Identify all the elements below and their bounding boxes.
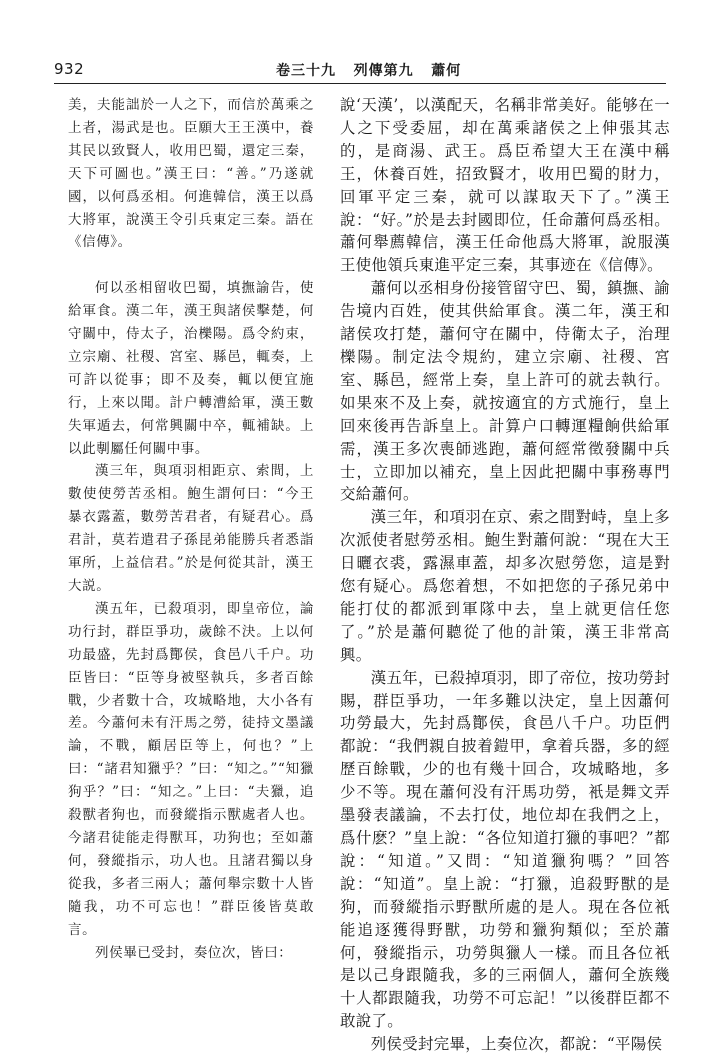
classical-paragraph: 列侯畢已受封，奏位次，皆曰：	[95, 944, 293, 961]
classical-paragraph: 美，夫能詘於一人之下，而信於萬乘之上者，湯武是也。臣願大王王漢中，養其民以致賢人，收用巴蜀，還定三秦，天下可圖也。”漢王曰：“善。”乃遂就國，以何爲丞相。何進韓信，漢王以爲大將軍，說漢王令引兵東定三秦。語在《信傳》。	[68, 97, 314, 251]
translation-paragraph: 漢三年，和項羽在京、索之間對峙，皇上多次派使者慰勞丞相。鮑生對蕭何說：“現在大王日曬衣裘，露濕車蓋，却多次慰勞您，這是對您有疑心。爲您着想，不如把您的子孫兄弟中能打仗的都派到軍隊中去，皇上就更信任您了。”於是蕭何聽從了他的計策，漢王非常高興。	[340, 508, 670, 664]
translation-paragraph: 說‘天漢’，以漢配天，名稱非常美好。能够在一人之下受委屈，却在萬乘諸侯之上伸張其志的，是商湯、武王。爲臣希望大王在漢中稱王，休養百姓，招致賢才，收用巴蜀的財力，回軍平定三秦，就可以謀取天下了。”漢王說：“好。”於是去封國即位，任命蕭何爲丞相。蕭何舉薦韓信，漢王任命他爲大將軍，說服漢王使他領兵東進平定三秦，其事迹在《信傳》。	[340, 96, 670, 275]
classical-paragraph: 漢五年，已殺項羽，即皇帝位，論功行封，群臣爭功，歲餘不決。上以何功最盛，先封爲酇侯，食邑八千户。功臣皆曰：“臣等身被堅執兵，多者百餘戰，少者數十合，攻城略地，大小各有差。今蕭何未有汗馬之勞，徒持文墨議論，不戰，顧居臣等上，何也？”上曰：“諸君知獵乎？”曰：“知之。”“知獵狗乎？”曰：“知之。”上曰：“夫獵，追殺獸者狗也，而發縱指示獸處者人也。今諸君徒能走得獸耳，功狗也；至如蕭何，發縱指示，功人也。且諸君獨以身從我，多者三兩人；蕭何舉宗數十人皆隨我，功不可忘也！”群臣後皆莫敢言。	[68, 600, 314, 938]
header-rule	[54, 83, 666, 84]
translation-paragraph: 漢五年，已殺掉項羽，即了帝位，按功勞封賜，群臣爭功，一年多難以決定，皇上因蕭何功勞最大，先封爲酇侯，食邑八千户。功臣們都說：“我們親自披着鎧甲，拿着兵器，多的經歷百餘戰，少的也有幾十回合，攻城略地，多少不等。現在蕭何没有汗馬功勞，衹是舞文弄墨發表議論，不去打仗，地位却在我們之上，爲什麽？”皇上說：“各位知道打獵的事吧？”都說：“知道。”又問：“知道獵狗嗎？”回答說：“知道”。皇上說：“打獵，追殺野獸的是狗，而發縱指示野獸所處的是人。現在各位衹能追逐獲得野獸，功勞和獵狗類似；至於蕭何，發縱指示，功勞與獵人一樣。而且各位衹是以己身跟隨我，多的三兩個人，蕭何全族幾十人都跟隨我，功勞不可忘記！”以後群臣都不敢說了。	[340, 668, 670, 1031]
page-header	[54, 56, 666, 84]
translation-paragraph: 列侯受封完畢，上奏位次，都說：“平陽侯	[370, 1035, 663, 1054]
paragraph-gap	[68, 254, 314, 277]
classical-paragraph: 何以丞相留收巴蜀，填撫諭告，使給軍食。漢二年，漢王與諸侯擊楚，何守關中，侍太子，治櫟陽。爲令約束，立宗廟、社稷、宮室、縣邑，輒奏，上可許以從事；即不及奏，輒以便宜施行，上來以聞。計户轉漕給軍，漢王數失軍遁去，何常興關中卒，輒補缺。上以此剸屬任何關中事。	[68, 280, 314, 457]
translation-paragraph: 蕭何以丞相身份接管留守巴、蜀，鎮撫、諭告境内百姓，使其供給軍食。漢二年，漢王和諸侯攻打楚，蕭何守在關中，侍衛太子，治理櫟陽。制定法令規約，建立宗廟、社稷、宮室、縣邑，經常上奏，皇上許可的就去執行。如果來不及上奏，就按適宜的方式施行，皇上回來後再告訴皇上。計算户口轉運糧餉供給軍需，漢王多次喪師逃跑，蕭何經常徵發關中兵士，立即加以補充，皇上因此把關中事務專門交給蕭何。	[340, 279, 670, 504]
translation-text-column	[340, 94, 670, 1056]
page-number: 932	[54, 60, 85, 78]
classical-paragraph: 漢三年，與項羽相距京、索間，上數使使勞苦丞相。鮑生謂何曰：“今王暴衣露蓋，數勞苦君者，有疑君心。爲君計，莫若遣君子孫昆弟能勝兵者悉詣軍所，上益信君。”於是何從其計，漢王大説。	[68, 463, 314, 595]
classical-text-column	[68, 94, 314, 964]
running-head: 卷三十九 列傳第九 蕭何	[276, 63, 462, 79]
